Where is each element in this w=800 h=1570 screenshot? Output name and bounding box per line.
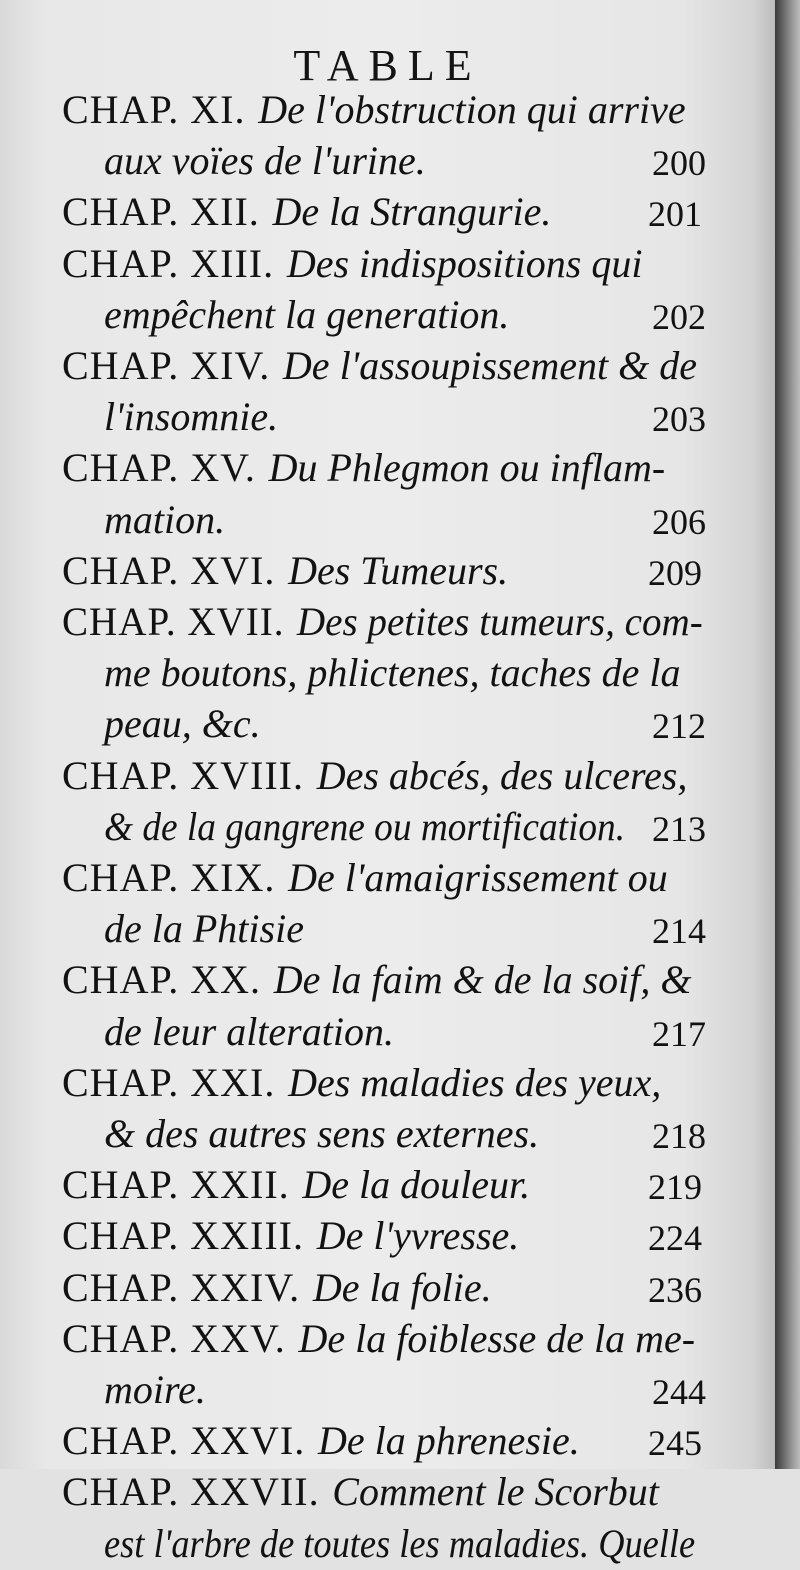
line-text-wrap: [104, 801, 625, 853]
chapter-title: empêchent la generation.: [104, 291, 510, 337]
chapter-number: CHAP. XI.: [62, 87, 246, 132]
chapter-title: mation.: [104, 496, 226, 542]
toc-entry-continuation: [104, 1108, 706, 1160]
chapter-title: & de la gangrene ou mortification.: [104, 803, 626, 849]
chapter-number: CHAP. XVIII.: [62, 752, 304, 798]
chapter-number: CHAP. XXV.: [62, 1315, 286, 1361]
page-number: 214: [652, 911, 706, 952]
chapter-number: CHAP. XIV.: [62, 343, 271, 388]
page-number: 236: [648, 1269, 702, 1310]
chapter-number: CHAP. XX.: [62, 957, 262, 1003]
toc-entry-continuation: [104, 135, 706, 187]
line-text-wrap: [104, 1518, 695, 1570]
toc-entry-line: [62, 84, 702, 136]
toc-entry-continuation: [104, 289, 706, 341]
line-text-wrap: [62, 596, 703, 648]
chapter-number: CHAP. XIII.: [62, 240, 275, 286]
toc-entry-line: [62, 442, 702, 494]
toc-entry-line: [62, 1466, 702, 1518]
page-number: 217: [652, 1013, 706, 1054]
chapter-title: De la Strangurie.: [272, 189, 552, 235]
chapter-title: Comment le Scorbut: [332, 1469, 659, 1515]
chapter-title: De l'obstruction qui arrive: [258, 87, 686, 132]
page-number: 203: [652, 399, 706, 440]
toc-entry-continuation: [104, 1518, 706, 1570]
toc-entry-line: [62, 1415, 702, 1467]
toc-entry-line: [62, 340, 702, 392]
chapter-title: Des abcés, des ulceres,: [316, 752, 688, 798]
toc-entry-continuation: [104, 494, 706, 546]
chapter-number: CHAP. XXI.: [62, 1059, 276, 1105]
chapter-title: Du Phlegmon ou inflam-: [268, 445, 666, 491]
chapter-number: CHAP. XXVII.: [62, 1469, 320, 1515]
toc-entry-line: [62, 1057, 702, 1109]
toc-entry-continuation: [104, 1006, 706, 1058]
chapter-title: peau, &c.: [104, 701, 261, 747]
page-number: 244: [652, 1372, 706, 1412]
chapter-title: De la foiblesse de la me-: [298, 1315, 696, 1361]
chapter-title: l'insomnie.: [104, 394, 279, 440]
chapter-title: Des petites tumeurs, com-: [296, 599, 703, 644]
chapter-title: De l'yvresse.: [316, 1213, 520, 1259]
chapter-title: de leur alteration.: [104, 1008, 394, 1054]
page-number: 219: [648, 1167, 702, 1208]
chapter-number: CHAP. XXIV.: [62, 1264, 301, 1310]
chapter-number: CHAP. XVI.: [62, 547, 276, 593]
chapter-title: De la faim & de la soif, &: [273, 957, 692, 1003]
chapter-number: CHAP. XXVI.: [62, 1418, 306, 1464]
toc-entry-continuation: [104, 1364, 706, 1416]
chapter-title: de la Phtisie: [104, 906, 304, 952]
chapter-title: De la folie.: [312, 1264, 492, 1310]
page-number: 201: [648, 194, 702, 235]
chapter-number: CHAP. XIX.: [62, 855, 276, 900]
chapter-title: me boutons, phlictenes, taches de la: [104, 650, 681, 696]
chapter-title: Des maladies des yeux,: [288, 1059, 662, 1105]
toc-entry-continuation: [104, 698, 706, 750]
toc-entry-line: [62, 238, 702, 290]
chapter-title: Des indispositions qui: [286, 240, 643, 286]
chapter-number: CHAP. XVII.: [62, 599, 285, 644]
chapter-title: aux voïes de l'urine.: [104, 138, 426, 184]
book-gutter: [775, 0, 800, 1469]
toc-entry-line: [62, 596, 702, 648]
toc-entry-line: [62, 1210, 702, 1262]
toc-entry-line: [62, 750, 702, 802]
chapter-title: De la phrenesie.: [317, 1418, 580, 1464]
chapter-title: & des autres sens externes.: [104, 1111, 540, 1156]
toc-entry-line: [62, 954, 702, 1006]
chapter-number: CHAP. XV.: [62, 445, 256, 491]
chapter-title: De la douleur.: [302, 1162, 531, 1208]
chapter-number: CHAP. XII.: [62, 189, 260, 235]
chapter-title: De l'amaigrissement ou: [288, 855, 668, 900]
page-number: 245: [648, 1423, 702, 1464]
toc-entry-line: [62, 852, 702, 904]
page-number: 218: [652, 1116, 706, 1156]
page-number: 202: [652, 296, 706, 337]
toc-entry-line: [62, 1313, 702, 1365]
toc-entry-continuation: [104, 391, 706, 443]
toc-entry-continuation: [104, 647, 706, 699]
page-number: 224: [648, 1218, 702, 1259]
chapter-title: Des Tumeurs.: [288, 547, 509, 593]
toc-entry-line: [62, 545, 702, 597]
chapter-number: CHAP. XXIII.: [62, 1213, 304, 1259]
toc-entry-line: [62, 1159, 702, 1211]
toc-entry-line: [62, 1262, 702, 1314]
toc-entry-continuation: [104, 903, 706, 955]
page-number: 200: [652, 143, 706, 184]
page-number: 206: [652, 501, 706, 542]
page-number: 209: [648, 552, 702, 593]
page-header: TABLE: [293, 41, 482, 90]
chapter-title: moire.: [104, 1367, 206, 1412]
page-number: 213: [652, 808, 706, 849]
page-number: 212: [652, 706, 706, 747]
toc-entry-continuation: [104, 801, 706, 853]
chapter-number: CHAP. XXII.: [62, 1162, 290, 1208]
toc-entry-line: [62, 186, 702, 238]
chapter-title: est l'arbre de toutes les maladies. Quelle: [104, 1520, 696, 1566]
chapter-title: De l'assoupissement & de: [282, 343, 697, 388]
